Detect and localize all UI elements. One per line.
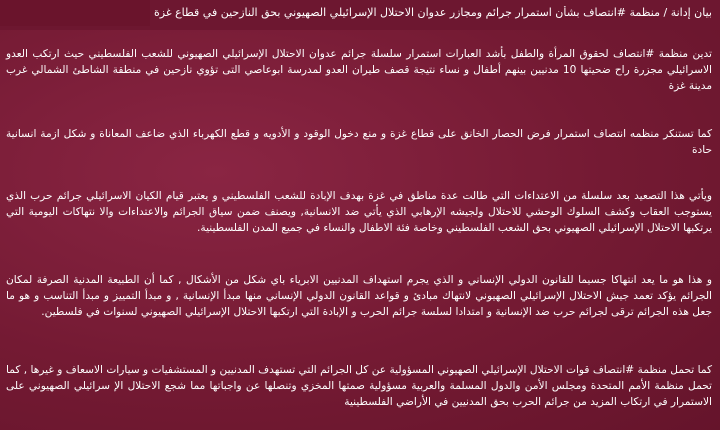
statement-title: بيان إدانة / منظمة #انتصاف بشأن استمرار جرائم ومجازر عدوان الاحتلال الإسرائيلي الصهيوني بحق النازحين في قطاع غزة bbox=[154, 6, 712, 19]
paragraph-responsibility: كما تحمل منظمة #انتصاف قوات الاحتلال الإسرائيلي الصهيوني المسؤولية عن كل الجرائم التي تستهدف المدنيين و المستشفيات و سيارات الاسعاف و غيرها , كما تحمل منظمة الأمم المتحدة ومجلس الأمن والدول المسلمة والعربية مسؤولية صمتها المخزي وتنصلها عن واجباتها مما شجع الاحتلال الإ سرائيلي الصهيوني على الاستمرار في ارتكاب المزيد من جرائم الحرب بحق المدنيين في الأراضي الفلسطينية bbox=[6, 364, 712, 408]
paragraph-condemnation: تدين منظمة #انتصاف لحقوق المرأة والطفل بأشد العبارات استمرار سلسلة جرائم عدوان الاحتلال الإسرائيلي الصهيوني للشعب الفلسطيني حيث ارتكب العدو الاسرائيلي مجزرة راح ضحيتها 10 مدنيين بينهم أطفال و نساء نتيجة قصف طيران العدو لمدرسة ابوعاصي التى تؤوي نازحين في منطقة الشاطئ الشمالي غرب مدينة غزة bbox=[6, 48, 712, 92]
paragraph-violation: و هذا هو ما يعد انتهاكا جسيما للقانون الدولي الإنساني و الذي يجرم استهداف المدنيين الابرياء باي شكل من الأشكال , كما أن الطبيعة المدنية الصرفة لمكان الجرائم يؤكد تعمد جيش الاحتلال الإسرائيلي الصهيوني لانتهاك مبادئ و قواعد القانون الدولي الإنساني منها مبدأ الإنسانية , و مبدأ التمييز و مبدأ التناسب و هو ما جعل هذه الجرائم ترقى لجرائم حرب ضد الإنسانية و امتدادا لسلسة جرائم الحرب و الإبادة التي ارتكبها الاحتلال الإسرائيلي الصهيوني لسنوات في فلسطين. bbox=[6, 274, 712, 318]
paragraph-escalation: ويأتي هذا التصعيد بعد سلسلة من الاعتداءات التي طالت عدة مناطق في غزة بهدف الإبادة للشعب الفلسطيني و يعتبر قيام الكيان الاسرائيلي جرائم حرب الذي يستوجب العقاب وكشف السلوك الوحشي للاحتلال ولجيشه الإرهابي الذي يأتي ضد الانسانية, ويصنف ضمن سياق الجرائم والاعتداءات والا نتهاكات اليومية التي يرتكبها الاحتلال الإسرائيلي الصهيوني بحق الشعب الفلسطيني وخاصة فئة الاطفال والنساء في جميع المدن الفلسطينية. bbox=[6, 190, 712, 234]
paragraph-siege: كما تستنكر منظمه انتصاف استمرار فرض الحصار الخانق على قطاع غزة و منع دخول الوقود و الأدويه و قطع الكهرباء الذي ضاعف المعاناة و شكل ازمة انسانية حادة bbox=[6, 128, 712, 156]
